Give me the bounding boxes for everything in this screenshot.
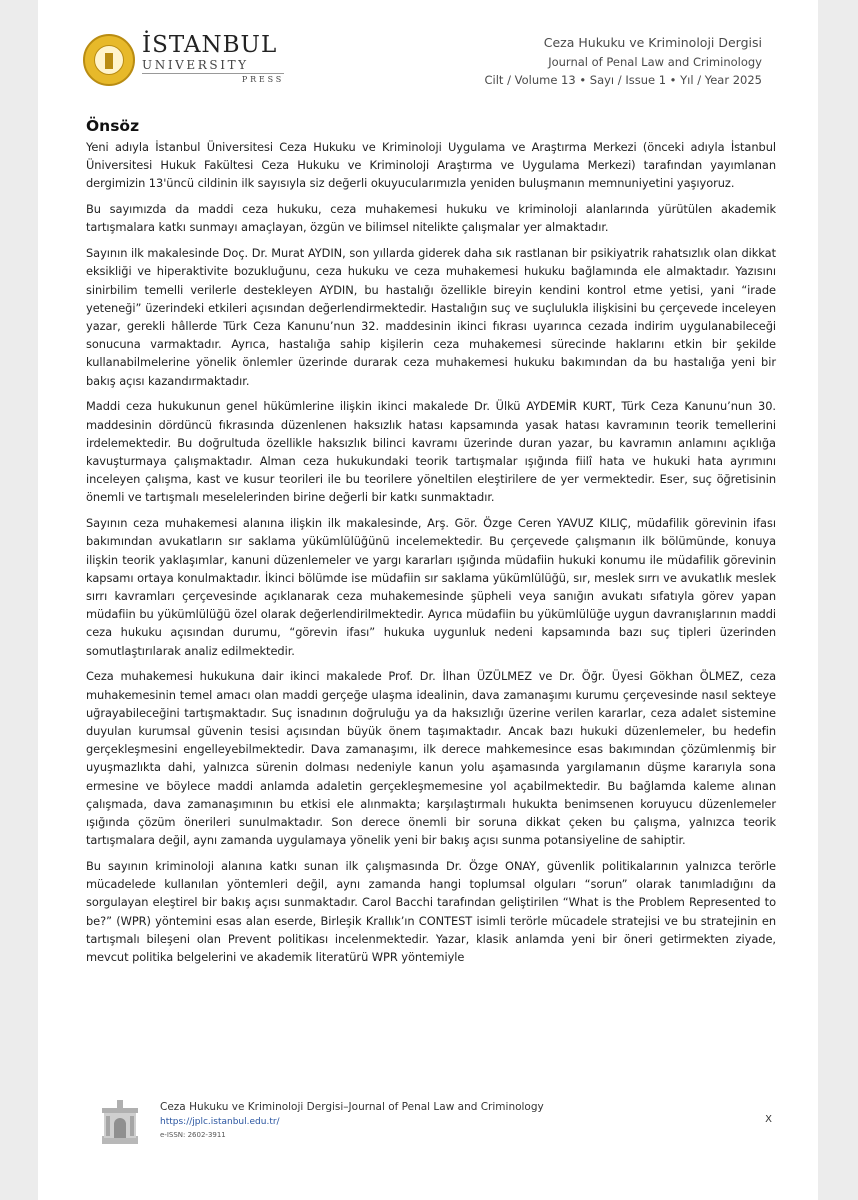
paragraph: Sayının ilk makalesinde Doç. Dr. Murat AYDIN, son yıllarda giderek daha sık rastlanan bir psikiyatrik rahatsızlık olan dikkat eksikliği ve hiperaktivite bozukluğunu, ceza hukuku ve ceza muhakemesi hukuku bağlamında ele almaktadır. Yazısını sinirbilim temelli verilerle destekleyen AYDIN, bu hastalığı özellikle bireyin kendini kontrol etme yetisi, yani “irade yeteneği” üzerindeki etkileri açısından değerlendirmektedir. Hastalığın suç ve suçlulukla ilişkisini bu çerçevede inceleyen yazar, gerekli hâllerde Türk Ceza Kanunu’nun 32. maddesinin ikinci fıkrası uyarınca cezada indirim uygulanabileceği sonucuna varmaktadır. Ayrıca, hastalığa sahip kişilerin ceza muhakemesi sürecinde haklarını etkin bir şekilde kullanabilmelerine yönelik önlemler üzerinde durarak ceza muhakemesi hukuku bakımından da bu hastalığa yeni bir bakış açısı kazandırmaktadır. bbox=[86, 246, 776, 388]
journal-info bbox=[485, 33, 762, 90]
paragraph: Bu sayımızda da maddi ceza hukuku, ceza muhakemesi hukuku ve kriminoloji alanlarında yürütülen akademik tartışmalara katkı sunmayı amaçlayan, özgün ve bilimsel nitelikte çalışmalar yer almaktadır. bbox=[86, 202, 776, 235]
footer-journal-title: Ceza Hukuku ve Kriminoloji Dergisi–Journal of Penal Law and Criminology bbox=[160, 1101, 544, 1113]
page-header bbox=[38, 0, 818, 110]
paragraph: Sayının ceza muhakemesi alanına ilişkin ilk makalesinde, Arş. Gör. Özge Ceren YAVUZ KILIÇ, müdafilik görevinin ifası bakımından avukatların sır saklama yükümlülüğünü incelemektedir. Bu çerçevede çalışmanın ilk bölümünde, konuya ilişkin teorik yaklaşımlar, kanuni düzenlemeler ve yargı kararları ışığında müdafiin hukuki konumu ile müdafilik görevinin kapsamı ortaya konulmaktadır. İkinci bölümde ise müdafiin sır saklama yükümlülüğü, sır, meslek sırrı ve avukatlık meslek sırrı kavramları çerçevesinde açıklanarak ceza muhakemesinde şüpheli veya sanığın avukatı sıfatıyla görev yapan müdafiin bu yükümlülüğü özel olarak değerlendirilmektedir. Ayrıca müdafiin bu yükümlülüğe uygun davranışlarının maddi ceza hukuku açısından durumu, “görevin ifası” hukuka uygunluk nedeni kapsamında bazı suç tipleri üzerinden somutlaştırılarak analiz edilmektedir. bbox=[86, 516, 776, 658]
publisher-logo bbox=[142, 33, 302, 86]
university-seal-icon bbox=[83, 34, 135, 86]
page-number: X bbox=[765, 1114, 772, 1125]
brand-line-2: UNIVERSITY bbox=[142, 57, 284, 74]
footer-issn: e-ISSN: 2602-3911 bbox=[160, 1131, 226, 1139]
footer-url-link[interactable]: https://jplc.istanbul.edu.tr/ bbox=[160, 1117, 280, 1127]
issue-info: Cilt / Volume 13 • Sayı / Issue 1 • Yıl / Year 2025 bbox=[484, 73, 762, 87]
page-footer bbox=[38, 1092, 818, 1152]
article-body bbox=[86, 115, 776, 974]
document-page bbox=[38, 0, 818, 1200]
page-title: Önsöz bbox=[86, 117, 140, 135]
paragraph: Bu sayının kriminoloji alanına katkı sunan ilk çalışmasında Dr. Özge ONAY, güvenlik politikalarının yalnızca terörle mücadelede kullanılan yöntemleri değil, aynı zamanda hangi toplumsal olguları “sorun” olarak tanımladığını da sorgulayan eleştirel bir bakış açısı sunmaktadır. Carol Bacchi tarafından geliştirilen “What is the Problem Represented to be?” (WPR) yöntemini esas alan eserde, Birleşik Krallık’ın CONTEST isimli terörle mücadele stratejisi ve bu stratejinin en tartışmalı bileşeni olan Prevent politikası incelenmektedir. Yazar, klasik anlamda yeni bir öneri getirmekten ziyade, mevcut politika belgelerini ve akademik literatürü WPR yöntemiyle bbox=[86, 859, 776, 965]
paragraph: Ceza muhakemesi hukukuna dair ikinci makalede Prof. Dr. İlhan ÜZÜLMEZ ve Dr. Öğr. Üyesi Gökhan ÖLMEZ, ceza muhakemesinin temel amacı olan maddi gerçeğe ulaşma idealinin, dava zamanaşımı kurumu çerçevesinde nasıl sekteye uğrayabileceğini tartışmaktadır. Suç isnadının doğruluğu ya da haksızlığı üzerine verilen kararlar, ceza adalet sistemine duyulan kurumsal güvenin tesisi açısından büyük önem taşımaktadır. Ancak bazı hukuki düzenlemeler, bu hedefin gerçekleşmesini engelleyebilmektedir. Dava zamanaşımı, ilk derece mahkemesince esas bakımından çözümlenmiş bir uyuşmazlıkta dahi, yalnızca sürenin dolması nedeniyle kanun yolu aşamasında yargılamanın düşme kararıyla sona ermesine ve böylece maddi anlamda adaletin gerçekleşmemesine yol açabilmektedir. Bu bağlamda kaleme alınan çalışmada, dava zamanaşımının bu etkisi ele alınmakta; karşılaştırmalı hukukta benimsenen koruyucu düzenlemeler ışığında çözüm önerileri sunulmaktadır. Son derece önemli bir soruna dikkat çeken bu çalışma, yalnızca teorik tartışmalara değil, aynı zamanda uygulamaya yönelik yeni bir bakış açısı sunma potansiyeline de sahiptir. bbox=[86, 669, 776, 848]
paragraph: Yeni adıyla İstanbul Üniversitesi Ceza Hukuku ve Kriminoloji Uygulama ve Araştırma Merkezi (önceki adıyla İstanbul Üniversitesi Hukuk Fakültesi Ceza Hukuku ve Kriminoloji Araştırma ve Uygulama Merkezi) tarafından yayımlanan dergimizin 13'üncü cildinin ilk sayısıyla siz değerli okuyucularımızla yeniden buluşmanın memnuniyetini yaşıyoruz. bbox=[86, 140, 776, 191]
brand-line-1: İSTANBUL bbox=[142, 32, 278, 58]
journal-title-en: Journal of Penal Law and Criminology bbox=[548, 55, 762, 69]
brand-line-3: PRESS bbox=[241, 75, 284, 84]
university-gate-icon bbox=[100, 1098, 140, 1146]
journal-title-tr: Ceza Hukuku ve Kriminoloji Dergisi bbox=[543, 35, 762, 50]
paragraph: Maddi ceza hukukunun genel hükümlerine ilişkin ikinci makalede Dr. Ülkü AYDEMİR KURT, Türk Ceza Kanunu’nun 30. maddesinin dördüncü fıkrasında düzenlenen haksızlık hatası kapsamında yasak hatası kavramının teorik temellerini irdelemektedir. Bu doğrultuda özellikle haksızlık bilinci kavramı üzerinde duran yazar, bu kavramın anlamını açıklığa kavuşturmaya çalışmaktadır. Alman ceza hukukundaki teorik tartışmalar ışığında fiilî hata ve hukuki hata ayrımını inceleyen çalışma, kast ve kusur teorileri ile bu teorilere yöneltilen eleştirilere de yer vermektedir. Eser, suç öğretisinin önemli ve tartışmalı meselelerinden birine değerli bir katkı sunmaktadır. bbox=[86, 399, 776, 505]
